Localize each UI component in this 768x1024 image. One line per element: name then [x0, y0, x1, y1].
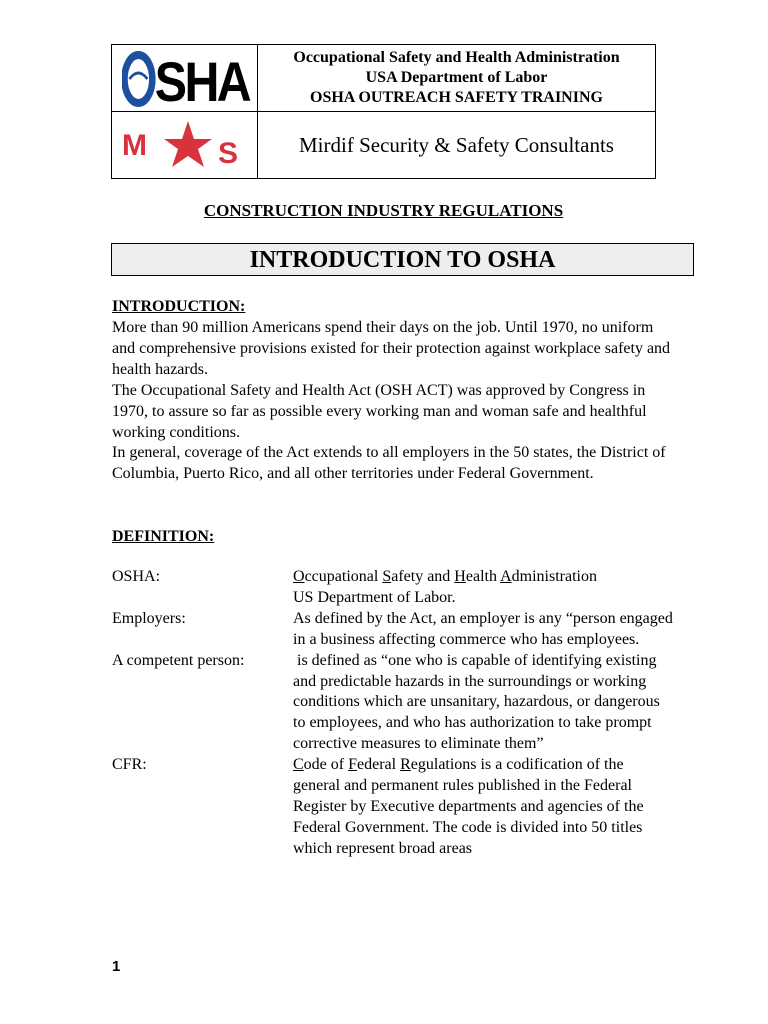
- osha-logo-graphic: [122, 49, 253, 107]
- company-name: Mirdif Security & Safety Consultants: [258, 111, 655, 178]
- osha-expansion: [293, 568, 597, 585]
- osha-logo: [122, 49, 251, 107]
- svg-text:M: M: [122, 129, 147, 162]
- text-run: ode of: [303, 756, 349, 774]
- definition-description: [293, 755, 673, 860]
- definition-description: As defined by the Act, an employer is any “person engaged in a business affecting commerce who has employees.: [293, 609, 673, 648]
- svg-text:SHA: SHA: [154, 50, 251, 107]
- page-number: 1: [112, 958, 121, 975]
- logo-divider: [112, 111, 257, 112]
- introduction-heading: INTRODUCTION:: [112, 298, 246, 315]
- definition-item-employers: [112, 609, 672, 651]
- org-line-1: Occupational Safety and Health Administration: [293, 49, 620, 66]
- underlined-initial: F: [348, 756, 358, 774]
- intro-paragraph: More than 90 million Americans spend their days on the job. Until 1970, no uniform and comprehensive provisions existed for their protection against workplace safety and health hazards.: [112, 319, 671, 378]
- definition-heading: DEFINITION:: [112, 528, 215, 545]
- introduction-body: [112, 318, 672, 485]
- underlined-initial: S: [382, 568, 392, 585]
- definition-term: CFR:: [112, 756, 147, 774]
- definition-term: A competent person:: [112, 651, 245, 669]
- text-run: egulations is a codification of the general and permanent rules published in the Federal Register by Executive departments and agencies of the Federal Government. The code is divided into 50 titles which represent broad areas: [293, 756, 644, 857]
- org-line-3: OSHA OUTREACH SAFETY TRAINING: [310, 89, 603, 106]
- text-run: dministration: [511, 568, 597, 585]
- org-line-2: USA Department of Labor: [365, 69, 548, 86]
- text-run: ealth: [465, 568, 501, 585]
- definition-item-osha: [112, 567, 672, 609]
- svg-text:S: S: [218, 137, 239, 170]
- underlined-initial: A: [500, 568, 512, 585]
- text-run: afety and: [391, 568, 455, 585]
- logo-cell: [112, 45, 258, 178]
- underlined-initial: H: [454, 568, 466, 585]
- definition-item-cfr: [112, 755, 672, 860]
- organization-title: [258, 45, 655, 110]
- mss-logo: [122, 117, 252, 173]
- text-run: ederal: [357, 756, 401, 774]
- definition-term: OSHA:: [112, 568, 161, 585]
- section-heading: CONSTRUCTION INDUSTRY REGULATIONS: [203, 201, 564, 220]
- intro-paragraph: In general, coverage of the Act extends to all employers in the 50 states, the District of Columbia, Puerto Rico, and all other territories under Federal Government.: [112, 444, 666, 483]
- osha-department: US Department of Labor.: [293, 588, 456, 606]
- definition-description: [293, 567, 673, 609]
- intro-paragraph: The Occupational Safety and Health Act (OSH ACT) was approved by Congress in 1970, to assure so far as possible every working man and woman safe and healthful working conditions.: [112, 381, 647, 441]
- text-run: ccupational: [304, 568, 383, 585]
- definition-description: is defined as “one who is capable of identifying existing and predictable hazards in the surroundings or working conditions which are unsanitary, hazardous, or dangerous to employees, and who has authorization to take prompt corrective measures to eliminate them”: [293, 651, 664, 753]
- header-table: [111, 44, 656, 179]
- underlined-initial: R: [400, 756, 411, 774]
- underlined-initial: C: [293, 756, 304, 774]
- definition-list: [112, 567, 672, 860]
- page-title: INTRODUCTION TO OSHA: [111, 243, 694, 276]
- definition-item-competent-person: [112, 651, 672, 756]
- definition-term: Employers:: [112, 609, 186, 627]
- underlined-initial: O: [293, 568, 305, 585]
